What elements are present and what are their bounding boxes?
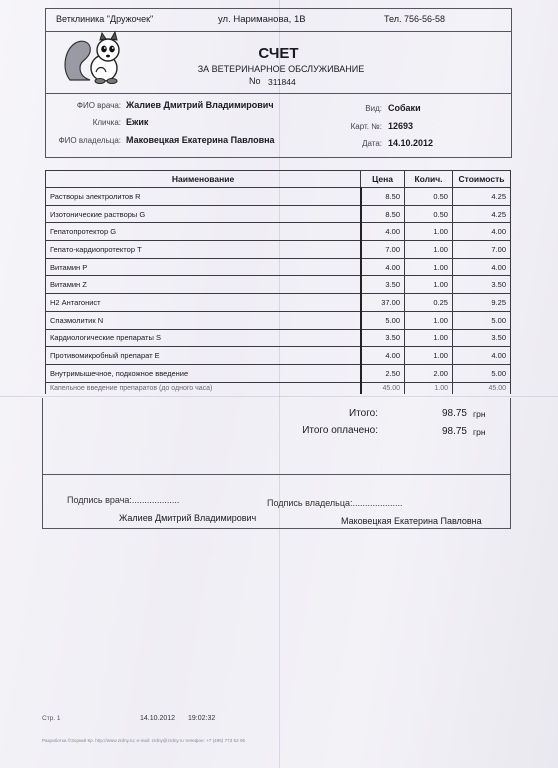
item-cost: 4.00 [452,223,510,241]
item-quantity: 1.00 [405,258,453,276]
table-row [46,329,511,347]
pet-label: Кличка: [92,118,121,127]
pet-name: Ежик [126,117,149,127]
footer-page-number: Стр. 1 [42,715,61,722]
item-name: Внутримышечное, подкожное введение [46,364,361,382]
table-row [46,364,511,382]
item-name: Изотонические растворы G [46,205,361,223]
item-cost: 5.00 [452,311,510,329]
item-cost: 4.25 [452,188,510,206]
col-header-qty: Колич. [405,171,453,188]
table-row [46,347,511,365]
item-quantity: 1.00 [405,276,453,294]
total-amount: 98.75 [441,408,467,419]
item-name: Витамин Р [46,258,361,276]
item-quantity: 1.00 [405,241,453,259]
item-name: Растворы электролитов R [46,188,361,206]
item-price: 3.50 [361,276,405,294]
species-value: Собаки [388,103,421,113]
clinic-phone: Тел. 756-56-58 [384,14,445,24]
footer-small-print: Разработка ©Зоркий Кр. http://www.zrdny.ru; e-mail: zrdny@zrdny.ru телефон: +7 (495) 773 52 96 [42,738,246,743]
col-header-cost: Стоимость [452,171,510,188]
owner-name: Маковецкая Екатерина Павловна [126,135,275,145]
document-number-label: No [249,76,261,86]
clinic-address: ул. Нариманова, 1В [218,14,306,25]
item-quantity: 0.50 [405,188,453,206]
item-name: Гепатопротектор G [46,223,361,241]
item-name: Витамин Z [46,276,361,294]
item-name: Кардиологические препараты S [46,329,361,347]
table-row [46,276,511,294]
item-price: 4.00 [361,347,405,365]
item-price: 4.00 [361,258,405,276]
document-subtitle: ЗА ВЕТЕРИНАРНОЕ ОБСЛУЖИВАНИЕ [197,64,365,74]
paid-amount: 98.75 [441,426,467,437]
services-table [45,170,511,394]
item-cost: 5.00 [452,364,510,382]
item-price: 3.50 [361,329,405,347]
item-cost: 7.00 [452,241,510,259]
doctor-signature-label: Подпись врача:................... [67,495,180,505]
item-price: 7.00 [361,241,405,259]
item-name: Гепато-кардиопротектор Т [46,241,361,259]
document-number: 311844 [268,77,296,87]
item-cost: 45.00 [452,382,510,394]
item-quantity: 1.00 [405,223,453,241]
item-cost: 4.00 [452,258,510,276]
table-row [46,311,511,329]
item-name: Противомикробный препарат Е [46,347,361,365]
species-label: Вид: [365,104,382,113]
table-row [46,382,511,394]
item-cost: 3.50 [452,276,510,294]
paper-fold-horizontal [0,396,558,397]
invoice-date: 14.10.2012 [388,138,434,148]
item-price: 8.50 [361,188,405,206]
item-price: 45.00 [361,382,405,394]
totals-box [42,398,511,529]
table-row [46,188,511,206]
item-quantity: 2.00 [405,364,453,382]
document-title: СЧЕТ [258,45,299,62]
owner-signature-name: Маковецкая Екатерина Павловна [341,516,482,526]
item-quantity: 1.00 [405,347,453,365]
paid-label: Итого оплачено: [302,425,378,436]
item-price: 8.50 [361,205,405,223]
card-number: 12693 [388,121,414,131]
item-price: 37.00 [361,294,405,312]
totals-divider [43,474,510,475]
footer-time: 19:02:32 [188,715,216,722]
item-cost: 4.00 [452,347,510,365]
table-header-row [46,171,511,188]
paid-currency: грн [473,427,486,437]
item-name: Н2 Антагонист [46,294,361,312]
table-row [46,258,511,276]
clinic-name: Ветклиника "Дружочек" [56,14,154,24]
item-price: 4.00 [361,223,405,241]
item-quantity: 1.00 [405,311,453,329]
item-cost: 9.25 [452,294,510,312]
item-price: 5.00 [361,311,405,329]
date-label: Дата: [362,139,382,148]
item-cost: 3.50 [452,329,510,347]
col-header-price: Цена [361,171,405,188]
col-header-name: Наименование [46,171,361,188]
squirrel-logo-icon [60,30,128,86]
item-cost: 4.25 [452,205,510,223]
item-quantity: 0.50 [405,205,453,223]
table-row [46,223,511,241]
total-label: Итого: [349,408,378,419]
header-divider-bottom [46,93,511,94]
footer-date: 14.10.2012 [140,715,176,722]
item-quantity: 1.00 [405,382,453,394]
doctor-name: Жалиев Дмитрий Владимирович [126,100,274,110]
owner-label: ФИО владельца: [58,136,121,145]
doctor-signature-name: Жалиев Дмитрий Владимирович [119,513,257,523]
item-quantity: 1.00 [405,329,453,347]
table-row [46,294,511,312]
table-row [46,205,511,223]
item-price: 2.50 [361,364,405,382]
item-name: Спазмолитик N [46,311,361,329]
table-row [46,241,511,259]
card-label: Карт. №: [350,122,382,131]
item-quantity: 0.25 [405,294,453,312]
owner-signature-label: Подпись владельца:.................... [267,498,403,508]
doctor-label: ФИО врача: [76,101,121,110]
total-currency: грн [473,409,486,419]
item-name: Капельное введение препаратов (до одного часа) [46,382,361,394]
